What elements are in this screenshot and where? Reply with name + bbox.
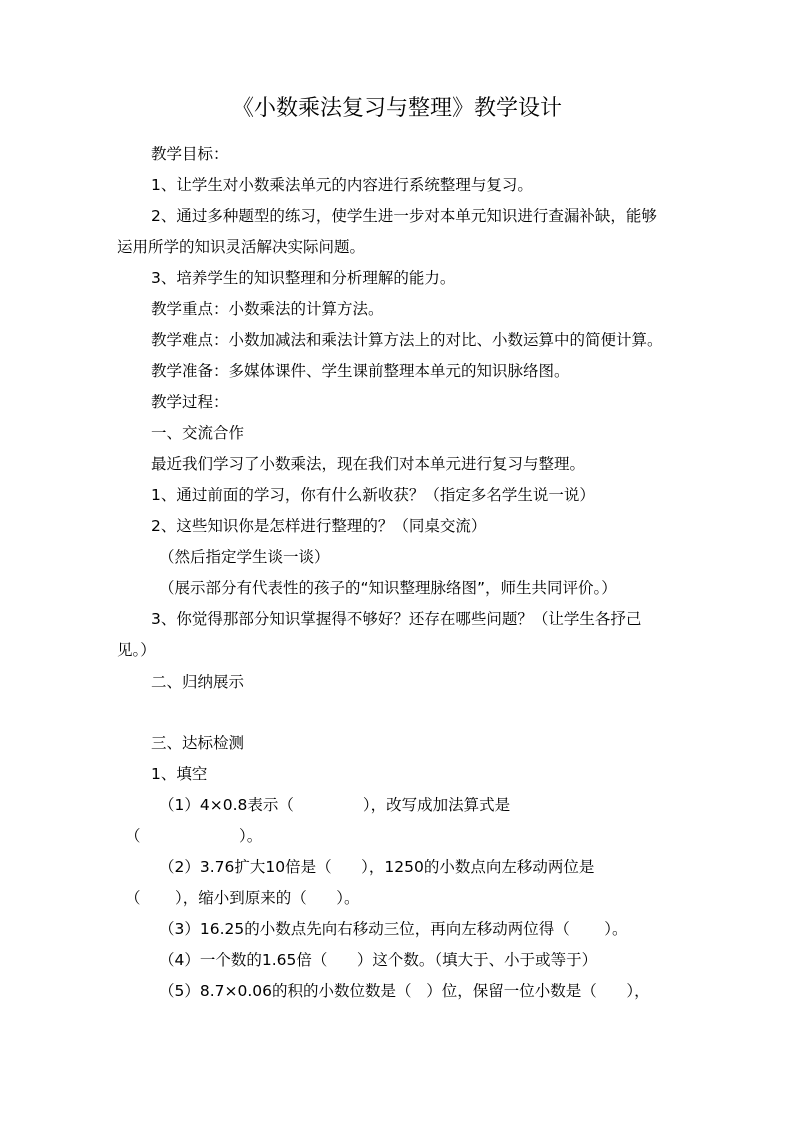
question-3-line-2: 见。）	[117, 641, 156, 659]
section-goals-heading: 教学目标：	[151, 145, 229, 163]
question-2-note-2: （展示部分有代表性的孩子的“知识整理脉络图”，师生共同评价。）	[159, 579, 617, 597]
difficult-point: 教学难点：小数加减法和乘法计算方法上的对比、小数运算中的简便计算。	[151, 331, 663, 349]
exercise-2-line-1: （2）3.76扩大10倍是（ ），1250的小数点向左移动两位是	[159, 858, 595, 876]
goal-1: 1、让学生对小数乘法单元的内容进行系统整理与复习。	[151, 176, 533, 194]
question-2-note-1: （然后指定学生谈一谈）	[159, 548, 330, 566]
section-2-heading: 二、归纳展示	[151, 673, 245, 691]
question-3-line-1: 3、你觉得那部分知识掌握得不够好？还存在哪些问题？（让学生各抒己	[151, 610, 642, 628]
document-title: 《小数乘法复习与整理》教学设计	[231, 96, 562, 121]
intro-text: 最近我们学习了小数乘法，现在我们对本单元进行复习与整理。	[151, 455, 586, 473]
exercise-2-line-2: （ ），缩小到原来的（ ）。	[125, 889, 360, 907]
process-heading: 教学过程：	[151, 393, 229, 411]
goal-3: 3、培养学生的知识整理和分析理解的能力。	[151, 269, 456, 287]
key-point: 教学重点：小数乘法的计算方法。	[151, 300, 384, 318]
section-1-heading: 一、交流合作	[151, 424, 245, 442]
goal-2-line-2: 运用所学的知识灵活解决实际问题。	[117, 238, 366, 256]
preparation: 教学准备：多媒体课件、学生课前整理本单元的知识脉络图。	[151, 362, 570, 380]
exercise-1-line-1: （1）4×0.8表示（ ），改写成加法算式是	[159, 796, 511, 814]
exercise-1-line-2: （ ）。	[125, 827, 263, 845]
section-3-heading: 三、达标检测	[151, 734, 245, 752]
question-2: 2、这些知识你是怎样进行整理的？（同桌交流）	[151, 517, 487, 535]
exercise-4: （4）一个数的1.65倍（ ）这个数。（填大于、小于或等于）	[159, 951, 598, 969]
question-1: 1、通过前面的学习，你有什么新收获？（指定多名学生说一说）	[151, 486, 595, 504]
exercise-3: （3）16.25的小数点先向右移动三位，再向左移动两位得（ ）。	[159, 920, 628, 938]
exercise-5: （5）8.7×0.06的积的小数位数是（ ）位，保留一位小数是（ ），	[159, 982, 650, 1000]
goal-2-line-1: 2、通过多种题型的练习，使学生进一步对本单元知识进行查漏补缺，能够	[151, 207, 657, 225]
fill-blank-heading: 1、填空	[151, 765, 208, 783]
